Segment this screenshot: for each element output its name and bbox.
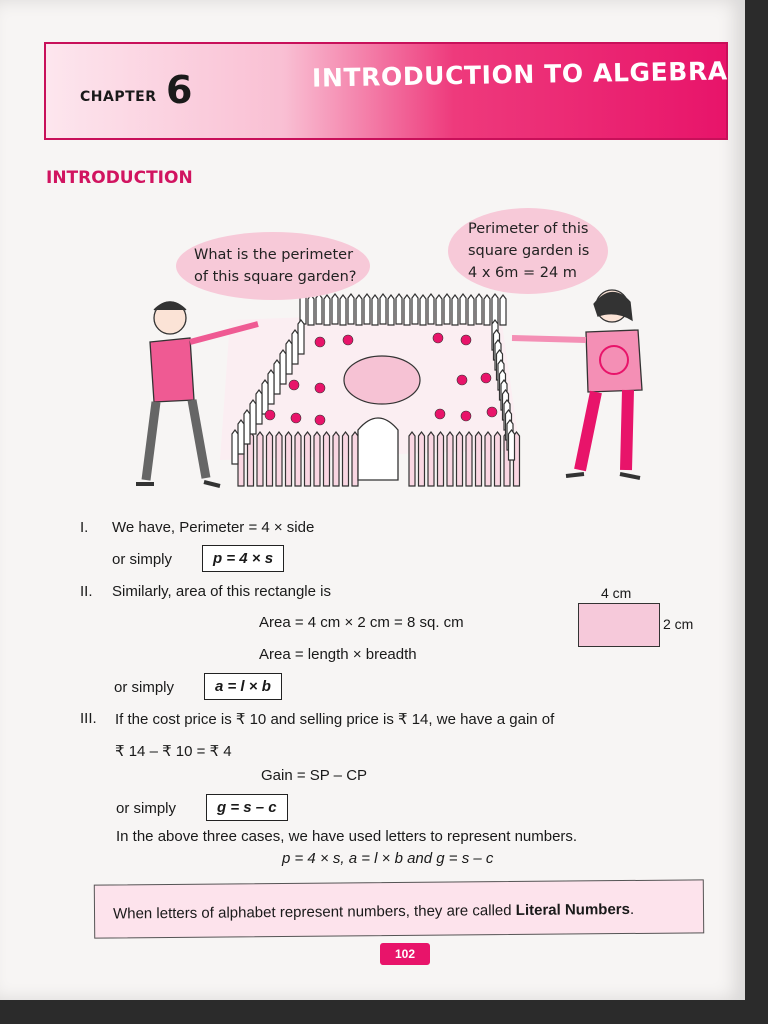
fence-post	[286, 340, 292, 374]
fence-post	[438, 432, 444, 486]
chapter-number: 6	[166, 68, 193, 112]
flower	[291, 413, 301, 423]
fence-post	[267, 432, 273, 486]
fence-post	[352, 432, 358, 486]
fence-post	[262, 380, 268, 414]
fence-post	[452, 295, 458, 325]
rect-width-label: 4 cm	[601, 585, 632, 601]
flower	[265, 410, 275, 420]
fence-post	[280, 350, 286, 384]
page-number: 102	[380, 943, 430, 965]
literal-numbers-term: Literal Numbers	[515, 900, 631, 919]
fence-post	[298, 320, 304, 354]
or-simply-label: or simply	[112, 551, 173, 568]
fence-post	[308, 295, 314, 325]
bubble-line: of this square garden?	[194, 269, 357, 285]
fence-post	[476, 432, 482, 486]
girl-figure	[512, 290, 642, 478]
fence-post	[314, 432, 320, 486]
gain-calculation: ₹ 14 – ₹ 10 = ₹ 4	[115, 743, 232, 760]
flower	[315, 415, 325, 425]
fence-post	[256, 390, 262, 424]
or-simply-label: or simply	[114, 679, 175, 696]
fence-post	[333, 432, 339, 486]
fence-post	[476, 294, 482, 324]
fence-post	[305, 432, 311, 486]
summary-text: In the above three cases, we have used letters to represent numbers.	[116, 828, 578, 845]
callout-text-after: .	[629, 900, 635, 918]
summary-formulas: p = 4 × s, a = l × b and g = s – c	[282, 850, 494, 867]
fence-post	[356, 295, 362, 325]
fence-post	[324, 295, 330, 325]
fence-post	[420, 295, 426, 325]
numeral-iii: III.	[80, 710, 97, 727]
fence-post	[509, 430, 515, 460]
fence-post	[286, 432, 292, 486]
fence-post	[500, 295, 506, 325]
area-intro: Similarly, area of this rectangle is	[112, 583, 331, 600]
chapter-title: INTRODUCTION TO ALGEBRA	[311, 56, 728, 93]
fence-post	[404, 295, 410, 325]
chapter-label: CHAPTER	[80, 89, 157, 105]
fence-post	[428, 432, 434, 486]
fence-post	[419, 432, 425, 486]
section-heading: INTRODUCTION	[46, 168, 193, 188]
fence-post	[340, 295, 346, 325]
fence-post	[343, 432, 349, 486]
fence-post	[268, 370, 274, 404]
definition-callout	[94, 879, 704, 938]
numeral-ii: II.	[80, 583, 93, 600]
rectangle-figure	[578, 603, 660, 647]
flower	[315, 337, 325, 347]
area-definition: Area = length × breadth	[259, 646, 417, 663]
speech-bubble-girl	[448, 208, 608, 294]
fence-post	[412, 294, 418, 324]
bubble-line: Perimeter of this	[468, 221, 589, 237]
formula-perimeter: p = 4 × s	[202, 545, 284, 572]
flower	[457, 375, 467, 385]
fence-post	[276, 432, 282, 486]
formula-area: a = l × b	[204, 673, 282, 700]
fence-post	[460, 294, 466, 324]
fence-post	[396, 294, 402, 324]
fence-post	[444, 294, 450, 324]
bubble-line: What is the perimeter	[194, 247, 354, 263]
fence-post	[484, 295, 490, 325]
flower	[481, 373, 491, 383]
area-calculation: Area = 4 cm × 2 cm = 8 sq. cm	[259, 614, 464, 631]
bubble-line: square garden is	[468, 243, 590, 259]
flower	[461, 335, 471, 345]
flower	[487, 407, 497, 417]
fence-post	[295, 432, 301, 486]
fence-post	[485, 432, 491, 486]
or-simply-label: or simply	[116, 800, 177, 817]
fence-post	[409, 432, 415, 486]
fence-post	[274, 360, 280, 394]
fence-post	[348, 294, 354, 324]
flower	[315, 383, 325, 393]
fence-post	[257, 432, 263, 486]
fence-post	[428, 294, 434, 324]
flower	[433, 333, 443, 343]
gain-definition: Gain = SP – CP	[261, 767, 368, 784]
formula-gain: g = s – c	[206, 794, 288, 821]
fence-post	[447, 432, 453, 486]
cost-price-statement: If the cost price is ₹ 10 and selling price is ₹ 14, we have a gain of	[115, 711, 555, 728]
fence-post	[388, 295, 394, 325]
perimeter-statement: We have, Perimeter = 4 × side	[112, 519, 315, 536]
flower	[289, 380, 299, 390]
bubble-line: 4 x 6m = 24 m	[468, 265, 577, 281]
fence-post	[316, 294, 322, 324]
bush	[344, 356, 420, 404]
fence-post	[495, 432, 501, 486]
fence-post	[244, 410, 250, 444]
fence-post	[468, 295, 474, 325]
rect-height-label: 2 cm	[663, 616, 694, 632]
callout-text-before: When letters of alphabet represent numbers, they are called	[112, 901, 516, 923]
flower	[461, 411, 471, 421]
fence-post	[436, 295, 442, 325]
fence-post	[457, 432, 463, 486]
gate	[358, 418, 398, 480]
fence-post	[372, 295, 378, 325]
flower	[435, 409, 445, 419]
fence-post	[250, 400, 256, 434]
fence-post	[292, 330, 298, 364]
fence-post	[466, 432, 472, 486]
callout-text	[113, 901, 634, 923]
numeral-i: I.	[80, 519, 89, 536]
flower	[343, 335, 353, 345]
fence-post	[332, 294, 338, 324]
fence-post	[232, 430, 238, 464]
speech-bubble-boy	[176, 232, 370, 300]
fence-post	[380, 294, 386, 324]
fence-post	[364, 294, 370, 324]
garden-illustration	[120, 280, 660, 500]
fence-post	[238, 420, 244, 454]
fence-post	[324, 432, 330, 486]
